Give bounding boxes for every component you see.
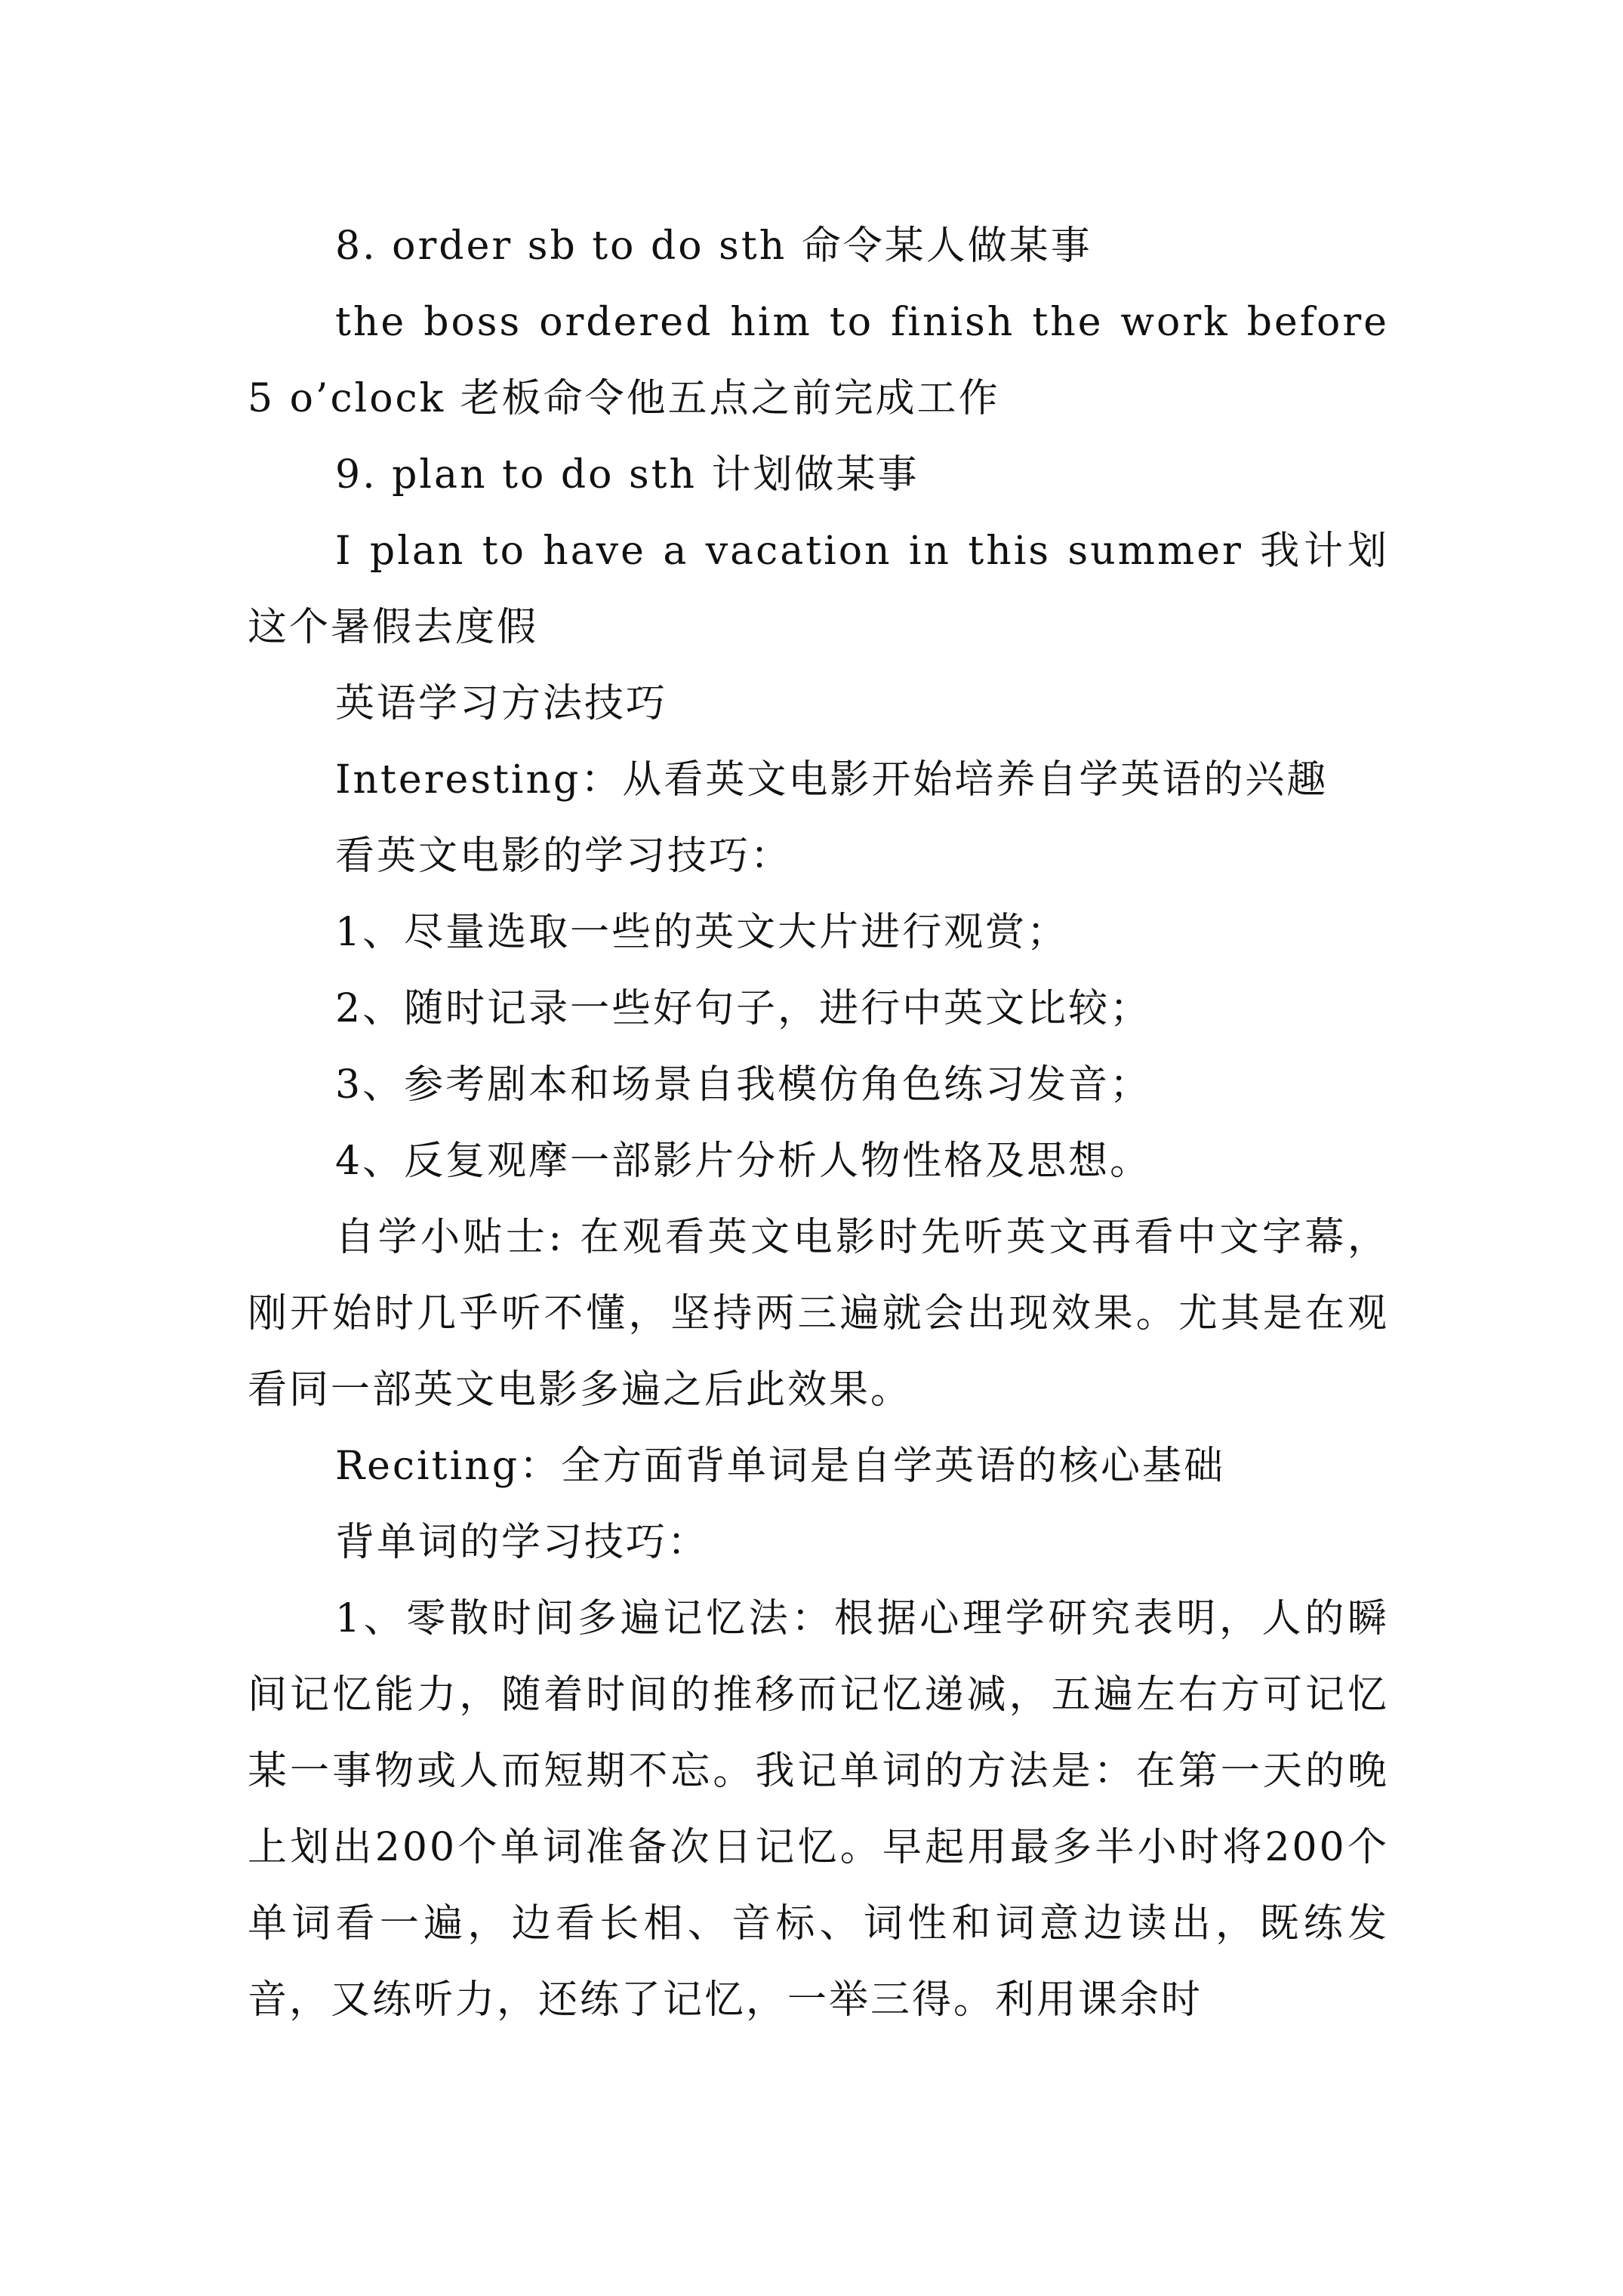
list-item-movie-tip-3: 3、参考剧本和场景自我模仿角色练习发音； [335, 1062, 1152, 1108]
paragraph-movie-tips-heading: 看英文电影的学习技巧： [335, 834, 793, 879]
paragraph-interesting: Interesting：从看英文电影开始培养自学英语的兴趣 [335, 757, 1329, 803]
paragraph-vocab-tips-heading: 背单词的学习技巧： [335, 1520, 710, 1565]
paragraph-self-study-tip: 自学小贴士: 在观看英文电影时先听英文再看中文字幕，刚开始时几乎听不懂，坚持两三遍就会出现效果。尤其是在观看同一部英文电影多遍之后此效果。 [248, 1215, 1389, 1413]
list-item-movie-tip-1: 1、尽量选取一些的英文大片进行观赏； [335, 910, 1069, 955]
list-item-movie-tip-4: 4、反复观摩一部影片分析人物性格及思想。 [335, 1139, 1152, 1184]
paragraph-phrase-9: 9. plan to do sth 计划做某事 [335, 452, 919, 498]
list-item-vocab-tip-1: 1、零散时间多遍记忆法：根据心理学研究表明，人的瞬间记忆能力，随着时间的推移而记忆递减，五遍左右方可记忆某一事物或人而短期不忘。我记单词的方法是：在第一天的晚上划出200个单词准备次日记忆。早起用最多半小时将200个单词看一遍，边看长相、音标、词性和词意边读出，既练发音，又练听力，还练了记忆，一举三得。利用课余时 [248, 1596, 1389, 2023]
paragraph-reciting: Reciting：全方面背单词是自学英语的核心基础 [335, 1444, 1225, 1489]
paragraph-example-8: the boss ordered him to finish the work before 5 o’clock 老板命令他五点之前完成工作 [248, 300, 1389, 421]
section-heading: 英语学习方法技巧 [335, 681, 668, 726]
list-item-movie-tip-2: 2、随时记录一些好句子，进行中英文比较； [335, 986, 1152, 1031]
paragraph-example-9: I plan to have a vacation in this summer 我计划这个暑假去度假 [248, 529, 1389, 650]
paragraph-phrase-8: 8. order sb to do sth 命令某人做某事 [335, 223, 1092, 269]
document-body [248, 208, 1389, 2039]
